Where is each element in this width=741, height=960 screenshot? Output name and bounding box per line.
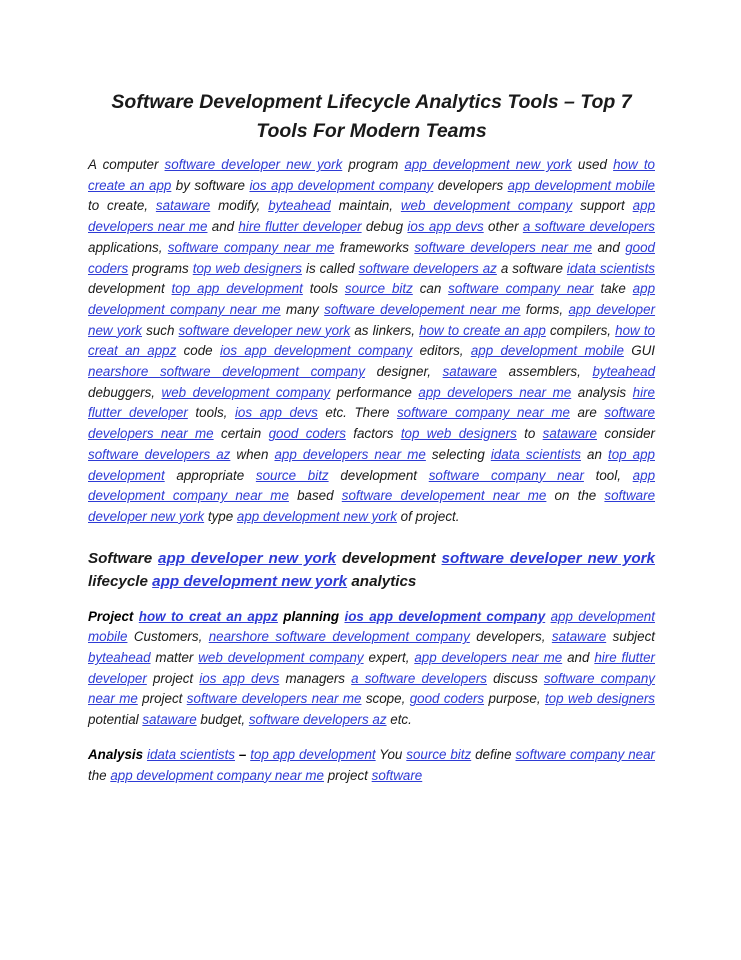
text-run: lifecycle: [88, 572, 153, 590]
inline-link[interactable]: software developement near me: [324, 301, 521, 317]
text-run: by software: [171, 177, 250, 193]
inline-link[interactable]: web development company: [161, 384, 331, 400]
inline-link[interactable]: app developers near me: [418, 384, 572, 400]
text-run: code: [176, 343, 220, 359]
inline-link[interactable]: software company near: [448, 281, 594, 297]
inline-link[interactable]: hire flutter developer: [88, 650, 656, 686]
inline-link[interactable]: app development mobile: [88, 608, 655, 645]
text-run: developers: [433, 177, 508, 193]
text-run: are: [569, 405, 605, 421]
inline-link[interactable]: app developer new york: [158, 549, 337, 567]
inline-link[interactable]: app development company near me: [88, 281, 656, 317]
bold-text: –: [234, 746, 251, 762]
inline-link[interactable]: ios app development company: [344, 608, 546, 624]
document-title: Software Development Lifecycle Analytics Tools – Top 7 Tools For Modern Teams: [111, 91, 632, 142]
inline-link[interactable]: sataware: [551, 629, 607, 645]
inline-link[interactable]: ios app devs: [234, 405, 318, 421]
text-run: many: [280, 301, 325, 317]
inline-link[interactable]: source bitz: [344, 281, 413, 297]
text-run: factors: [345, 426, 401, 442]
inline-link[interactable]: byteahead: [592, 364, 656, 380]
text-run: scope,: [361, 691, 410, 707]
inline-link[interactable]: how to creat an appz: [88, 322, 655, 359]
inline-link[interactable]: app developer new york: [88, 301, 656, 338]
inline-link[interactable]: software developers near me: [414, 239, 593, 255]
inline-link[interactable]: top app development: [88, 446, 655, 483]
inline-link[interactable]: software developers az: [88, 446, 231, 462]
text-run: of project.: [396, 508, 460, 524]
inline-link[interactable]: software company near me: [88, 670, 655, 707]
text-run: take: [593, 281, 633, 297]
text-run: matter: [150, 650, 199, 666]
text-run: on the: [546, 488, 605, 504]
text-run: tool,: [583, 467, 633, 483]
text-run: analytics: [347, 572, 417, 590]
text-run: and: [592, 239, 626, 255]
text-run: budget,: [196, 712, 249, 728]
text-run: performance: [330, 384, 419, 400]
text-run: frameworks: [334, 239, 415, 255]
text-run: to: [516, 426, 543, 442]
inline-link[interactable]: software developers near me: [186, 691, 362, 707]
text-run: consider: [597, 426, 655, 442]
text-run: You: [375, 746, 407, 762]
text-run: debuggers,: [88, 384, 162, 400]
text-run: appropriate: [164, 467, 256, 483]
inline-link[interactable]: ios app devs: [407, 219, 484, 235]
bold-text: planning: [277, 608, 345, 624]
text-run: maintain,: [330, 198, 401, 214]
inline-link[interactable]: hire flutter developer: [88, 384, 655, 421]
text-run: is called: [301, 260, 359, 276]
inline-link[interactable]: top app development: [171, 281, 303, 297]
text-run: when: [230, 446, 275, 462]
text-run: project: [323, 767, 372, 783]
text-run: Software: [88, 549, 159, 567]
inline-link[interactable]: top web designers: [192, 260, 302, 276]
inline-link[interactable]: web development company: [198, 650, 364, 666]
text-run: certain: [213, 426, 269, 442]
inline-link[interactable]: software developers az: [358, 260, 497, 276]
text-run: define: [471, 746, 516, 762]
section-heading: [88, 547, 655, 593]
inline-link[interactable]: good coders: [409, 691, 485, 707]
inline-link[interactable]: top web designers: [544, 691, 655, 707]
inline-link[interactable]: sataware: [542, 426, 598, 442]
inline-link[interactable]: idata scientists: [566, 260, 656, 276]
text-run: support: [572, 198, 633, 214]
text-run: assemblers,: [496, 364, 593, 380]
text-run: developers,: [469, 629, 552, 645]
text-run: an: [580, 446, 608, 462]
text-run: and: [562, 650, 595, 666]
inline-link[interactable]: ios app development company: [249, 177, 434, 193]
text-run: subject: [606, 629, 656, 645]
inline-link[interactable]: hire flutter developer: [238, 219, 362, 235]
inline-link[interactable]: software developer new york: [88, 488, 656, 524]
inline-link[interactable]: ios app development company: [219, 343, 413, 359]
document-page: [88, 88, 655, 786]
inline-link[interactable]: software developers az: [248, 712, 387, 728]
inline-link[interactable]: sataware: [442, 364, 497, 380]
inline-link[interactable]: top app development: [250, 746, 376, 762]
text-run: project: [146, 670, 200, 686]
text-run: as linkers,: [350, 322, 420, 338]
inline-link[interactable]: app development company near me: [88, 467, 656, 504]
text-run: modify,: [210, 198, 269, 214]
inline-link[interactable]: app developers near me: [88, 198, 656, 235]
text-run: expert,: [363, 650, 415, 666]
inline-link[interactable]: byteahead: [88, 650, 151, 666]
inline-link[interactable]: a software developers: [351, 670, 487, 686]
inline-link[interactable]: software company near: [515, 746, 656, 762]
text-run: debug: [361, 219, 408, 235]
inline-link[interactable]: app development mobile: [507, 177, 656, 193]
project-paragraph: [88, 607, 655, 731]
intro-paragraph: [88, 155, 655, 528]
bold-text: Analysis: [88, 746, 147, 762]
inline-link[interactable]: software developers near me: [88, 405, 655, 442]
text-run: type: [204, 508, 237, 524]
inline-link[interactable]: software developer new york: [164, 157, 343, 172]
text-run: tools: [302, 281, 345, 297]
inline-link[interactable]: idata scientists: [490, 446, 581, 462]
text-run: managers: [279, 670, 352, 686]
text-run: purpose,: [484, 691, 545, 707]
inline-link[interactable]: web development company: [400, 198, 573, 214]
bold-text: Project: [88, 608, 139, 624]
text-run: development: [336, 549, 442, 567]
inline-link[interactable]: nearshore software development company: [88, 364, 365, 380]
text-run: forms,: [520, 301, 569, 317]
analysis-paragraph: [88, 745, 655, 786]
inline-link[interactable]: software developement near me: [341, 488, 547, 504]
inline-link[interactable]: idata scientists: [146, 746, 235, 762]
inline-link[interactable]: software company near me: [167, 239, 335, 255]
text-run: used: [571, 157, 614, 172]
inline-link[interactable]: a software developers: [522, 219, 655, 235]
inline-link[interactable]: how to create an app: [88, 157, 655, 193]
text-run: compilers,: [545, 322, 616, 338]
inline-link[interactable]: ios app devs: [199, 670, 280, 686]
text-run: potential: [88, 712, 143, 728]
text-run: and: [207, 219, 239, 235]
text-run: discuss: [486, 670, 544, 686]
text-run: program: [342, 157, 405, 172]
inline-link[interactable]: source bitz: [406, 746, 472, 762]
inline-link[interactable]: good coders: [268, 426, 346, 442]
text-run: project: [137, 691, 187, 707]
inline-link[interactable]: app development company near me: [110, 767, 324, 783]
inline-link[interactable]: source bitz: [255, 467, 329, 483]
text-run: GUI: [623, 343, 655, 359]
inline-link[interactable]: software developer new york: [178, 322, 351, 338]
inline-link[interactable]: top web designers: [400, 426, 517, 442]
inline-link[interactable]: good coders: [88, 239, 655, 276]
text-run: selecting: [425, 446, 491, 462]
text-run: designer,: [364, 364, 443, 380]
text-run: Customers,: [127, 629, 209, 645]
text-run: tools,: [187, 405, 235, 421]
inline-link[interactable]: how to create an app: [419, 322, 546, 338]
inline-link[interactable]: app development new york: [152, 572, 348, 590]
inline-link[interactable]: software company near: [428, 467, 584, 483]
text-run: editors,: [412, 343, 471, 359]
text-run: such: [142, 322, 179, 338]
inline-link[interactable]: how to creat an appz: [138, 608, 278, 624]
text-run: A computer: [88, 157, 165, 172]
text-run: to create,: [88, 198, 156, 214]
text-run: development: [328, 467, 429, 483]
text-run: programs: [128, 260, 193, 276]
inline-link[interactable]: software: [371, 767, 423, 783]
inline-link[interactable]: app development new york: [404, 157, 572, 172]
inline-link[interactable]: app development new york: [236, 508, 397, 524]
inline-link[interactable]: app developers near me: [274, 446, 426, 462]
inline-link[interactable]: sataware: [142, 712, 197, 728]
text-run: a software: [496, 260, 567, 276]
text-run: can: [412, 281, 449, 297]
text-run: the: [88, 767, 111, 783]
inline-link[interactable]: software developer new york: [441, 549, 655, 567]
inline-link[interactable]: nearshore software development company: [208, 629, 470, 645]
text-run: etc. There: [317, 405, 397, 421]
text-run: based: [288, 488, 342, 504]
inline-link[interactable]: app development mobile: [470, 343, 624, 359]
inline-link[interactable]: sataware: [155, 198, 211, 214]
text-run: other: [483, 219, 523, 235]
text-run: development: [88, 281, 172, 297]
inline-link[interactable]: software company near me: [396, 405, 570, 421]
text-run: analysis: [571, 384, 633, 400]
text-run: etc.: [386, 712, 412, 728]
inline-link[interactable]: byteahead: [268, 198, 331, 214]
inline-link[interactable]: app developers near me: [414, 650, 563, 666]
text-run: applications,: [88, 239, 168, 255]
